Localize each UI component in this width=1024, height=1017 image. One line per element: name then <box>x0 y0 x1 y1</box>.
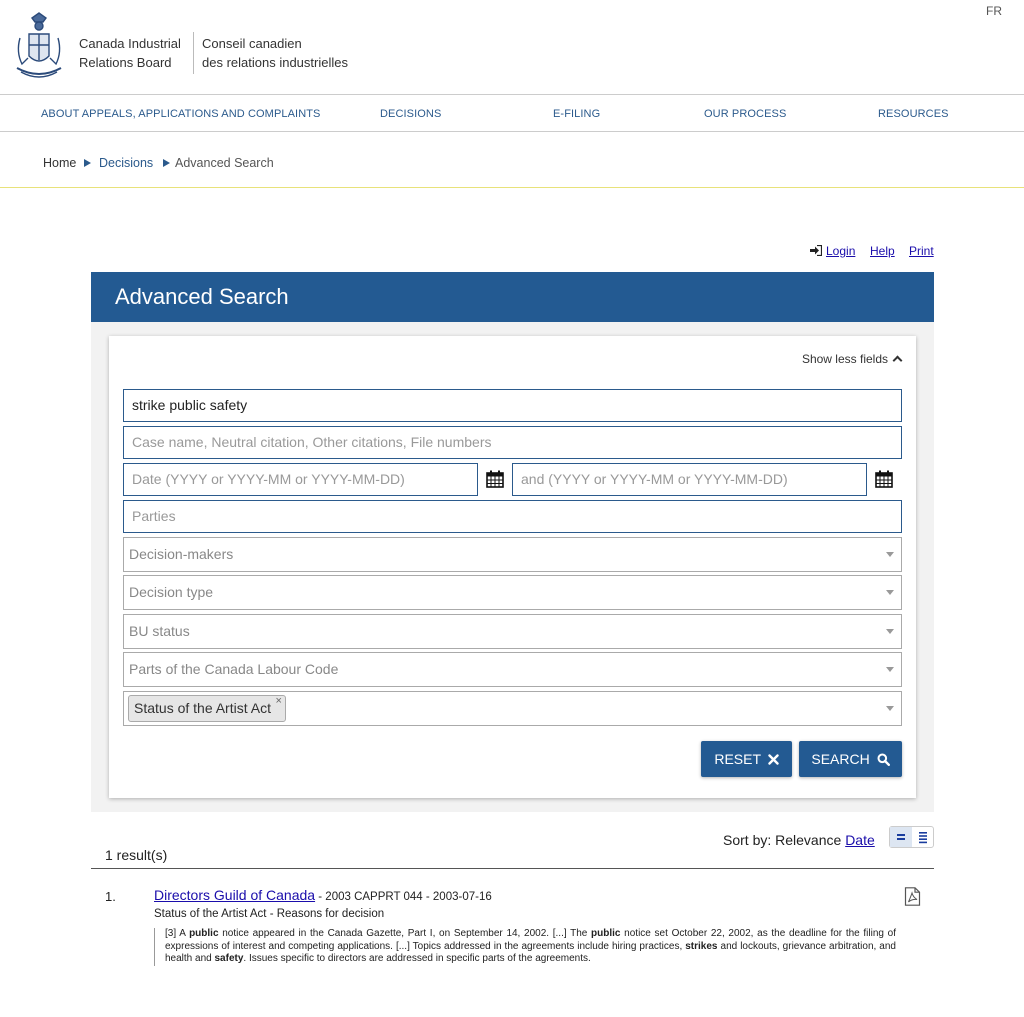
nav-item-e-filing[interactable]: E-FILING <box>553 108 601 120</box>
calendar-icon[interactable] <box>486 470 504 488</box>
breadcrumb-home[interactable]: Home <box>43 156 77 170</box>
nav-item-resources[interactable]: RESOURCES <box>878 108 949 120</box>
result-snippet <box>154 928 896 966</box>
search-form <box>109 336 916 798</box>
snippet-highlight: public <box>591 928 621 939</box>
selected-act-label: Status of the Artist Act <box>134 700 271 716</box>
org-fr-line-1: Conseil canadien <box>202 36 302 51</box>
date-from-input[interactable]: Date (YYYY or YYYY-MM or YYYY-MM-DD) <box>123 463 478 496</box>
results-divider <box>91 868 934 869</box>
sort-by-date-link[interactable]: Date <box>845 832 875 848</box>
breadcrumb-decisions[interactable]: Decisions <box>99 156 154 170</box>
org-en-line-1: Canada Industrial <box>79 36 181 51</box>
breadcrumb-current: Advanced Search <box>175 156 274 170</box>
decision-type-label: Decision type <box>129 584 214 600</box>
show-less-fields-toggle[interactable] <box>802 352 901 366</box>
remove-tag-icon[interactable]: × <box>275 695 282 707</box>
login-icon <box>810 245 822 256</box>
decision-type-select[interactable] <box>123 575 902 610</box>
org-fr-line-2: des relations industrielles <box>202 55 348 70</box>
parties-input[interactable]: Parties <box>123 500 902 533</box>
decision-makers-select[interactable] <box>123 537 902 572</box>
search-icon <box>877 753 890 766</box>
labour-code-select[interactable] <box>123 652 902 687</box>
result-count: 1 result(s) <box>105 847 168 863</box>
login-link[interactable]: Login <box>826 244 856 258</box>
caret-down-icon <box>886 667 894 672</box>
search-button-label: SEARCH <box>811 751 870 767</box>
show-less-label: Show less fields <box>801 352 888 366</box>
compact-view-button[interactable] <box>890 827 912 847</box>
site-header <box>0 0 1024 95</box>
nav-item-our-process[interactable]: OUR PROCESS <box>704 108 787 120</box>
keyword-search-input[interactable]: strike public safety <box>123 389 902 422</box>
main-navigation <box>0 95 1024 132</box>
reset-button[interactable] <box>701 741 792 777</box>
bu-status-label: BU status <box>129 623 190 639</box>
snippet-highlight: strikes <box>685 940 718 952</box>
bu-status-select[interactable] <box>123 614 902 649</box>
result-citation: - 2003 CAPPRT 044 - 2003-07-16 <box>315 891 492 903</box>
pdf-icon[interactable] <box>904 887 921 906</box>
result-number: 1. <box>105 889 116 904</box>
detailed-list-icon <box>912 827 934 847</box>
caret-down-icon <box>886 629 894 634</box>
snippet-text: . Issues specific to directors are addressed in specific parts of the agreements. <box>243 953 591 964</box>
result-title-link[interactable]: Directors Guild of Canada <box>154 887 316 903</box>
print-link[interactable]: Print <box>909 244 934 258</box>
org-name-french <box>202 34 372 72</box>
advanced-search-panel <box>91 272 934 812</box>
panel-title: Advanced Search <box>115 284 289 309</box>
sort-control <box>723 832 875 848</box>
caret-down-icon <box>886 590 894 595</box>
detailed-view-button[interactable] <box>912 827 934 847</box>
calendar-icon[interactable] <box>875 470 893 488</box>
caret-down-icon <box>886 706 894 711</box>
act-select[interactable] <box>123 691 902 726</box>
nav-item-decisions[interactable]: DECISIONS <box>380 108 442 120</box>
snippet-text: [3] A <box>165 928 190 939</box>
breadcrumb <box>0 132 1024 188</box>
help-link[interactable]: Help <box>870 244 895 258</box>
snippet-text: notice appeared in the Canada Gazette, Part I, on September 14, 2002. [...] The <box>218 928 592 939</box>
date-to-input[interactable]: and (YYYY or YYYY-MM or YYYY-MM-DD) <box>512 463 867 496</box>
close-icon <box>768 754 779 765</box>
compact-list-icon <box>890 827 912 847</box>
coat-of-arms-icon <box>12 12 66 82</box>
snippet-text: and lockouts, grievance arbitration, and health and <box>165 940 896 964</box>
sort-label: Sort by: Relevance <box>723 832 842 848</box>
selected-act-tag <box>128 695 286 722</box>
chevron-up-icon <box>893 356 903 366</box>
language-toggle-link[interactable]: FR <box>986 4 1002 18</box>
labour-code-label: Parts of the Canada Labour Code <box>129 661 339 677</box>
result-title-line <box>154 887 492 903</box>
org-name-divider <box>193 32 194 74</box>
snippet-highlight: safety <box>214 953 244 964</box>
view-toggle <box>889 826 934 848</box>
caret-down-icon <box>886 552 894 557</box>
org-name-english <box>79 34 189 72</box>
reset-button-label: RESET <box>714 751 761 767</box>
case-name-input[interactable]: Case name, Neutral citation, Other citations, File numbers <box>123 426 902 459</box>
breadcrumb-arrow-icon <box>163 159 170 167</box>
search-button[interactable] <box>799 741 902 777</box>
snippet-text: notice set October 22, 2002, as the deadline for the filing of expressions of interest and competing applications. [...] Topics addressed in the agreements include hiring practices, <box>165 928 896 952</box>
nav-item-appeals[interactable]: ABOUT APPEALS, APPLICATIONS AND COMPLAINTS <box>41 108 321 120</box>
breadcrumb-arrow-icon <box>84 159 91 167</box>
org-en-line-2: Relations Board <box>79 55 172 70</box>
snippet-highlight: public <box>189 928 219 939</box>
result-subtitle: Status of the Artist Act - Reasons for decision <box>154 908 385 920</box>
panel-header <box>91 272 934 322</box>
decision-makers-label: Decision-makers <box>129 546 234 562</box>
